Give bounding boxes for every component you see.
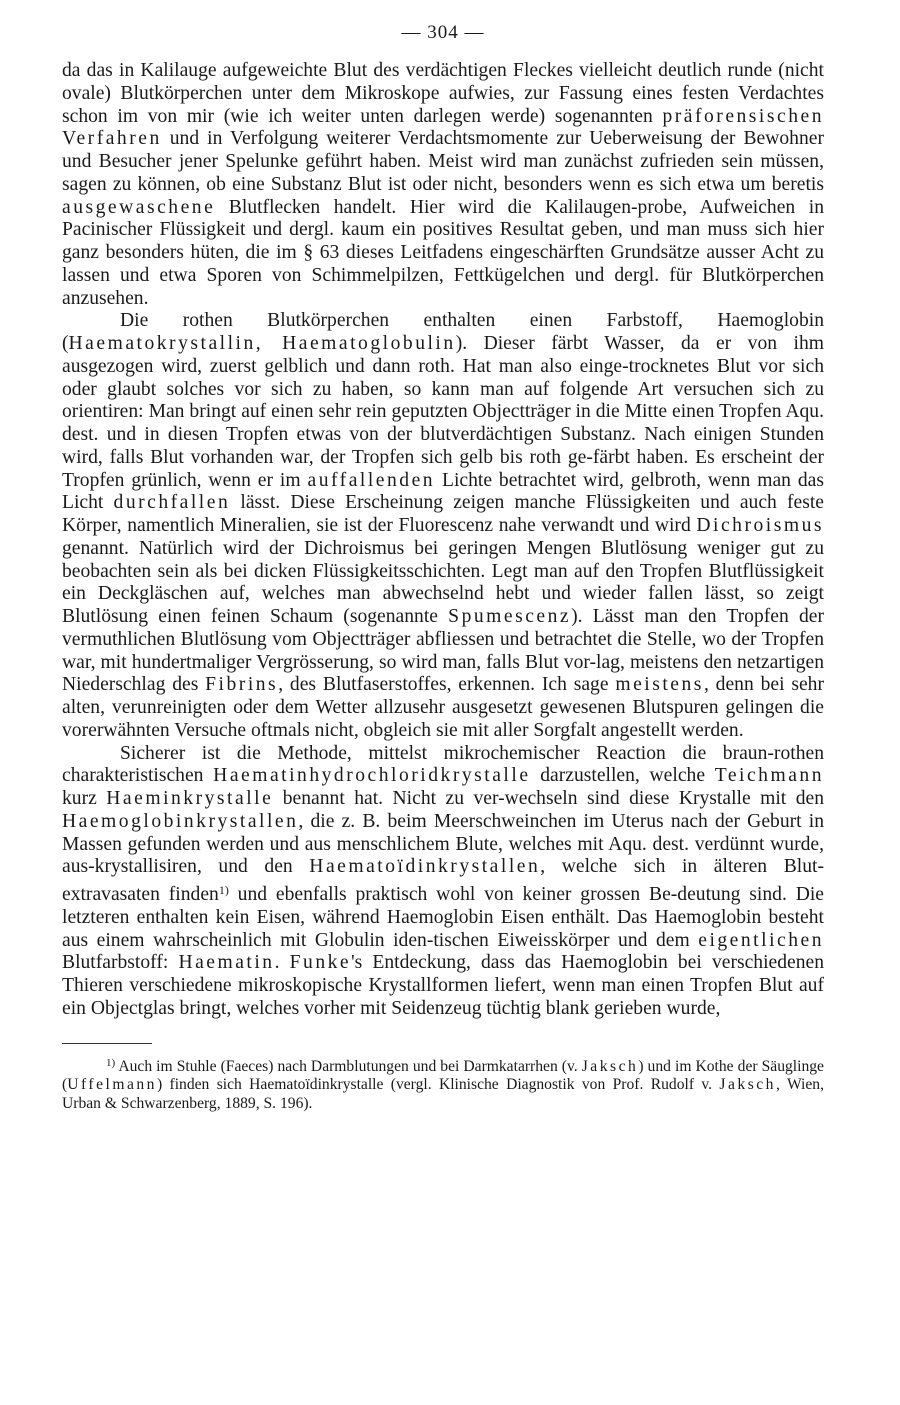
emphasized-text: Haematoïdinkrystallen — [309, 856, 541, 878]
emphasized-text: meistens — [615, 674, 704, 696]
text-run: Lichte betrachtet wird, gelbroth, wenn man das Licht — [62, 469, 825, 514]
emphasized-text: Haematinhydrochloridkrystalle — [213, 765, 531, 787]
text-run: . — [274, 952, 290, 974]
page-number: — 304 — — [401, 22, 485, 43]
text-run: benannt hat. Nicht zu ver-wechseln sind diese Krystalle mit den — [273, 788, 824, 809]
text-run: kurz — [62, 788, 107, 809]
book-page — [62, 22, 824, 1113]
text-run: genannt. Natürlich wird der Dichroismus bei geringen Mengen Blutlösung weniger gut zu beobachten sein als bei dicken Flüssigkeitsschichten. Legt man auf den Tropfen Blutflüssigkeit ein Deckgläschen auf, welches man abwechselnd hebt und wieder fallen lässt, so zeigt Blutlösung einen feinen Schaum (sogenannte — [62, 537, 824, 627]
footnote-marker: 1) — [106, 1056, 116, 1069]
emphasized-text: Haematin — [178, 952, 275, 974]
emphasized-text: durchfallen — [113, 492, 231, 514]
footnote-reference: 1) — [218, 883, 229, 897]
text-run: und ebenfalls praktisch wohl von keiner grossen Be-deutung sind. Die letzteren enthalten kein Eisen, während Haemoglobin Eisen enthält. Das Haemoglobin besteht aus einem wahrscheinlich mit Globulin iden-tischen Eiweisskörper und dem — [62, 884, 824, 951]
paragraph — [62, 310, 824, 742]
emphasized-text: Haematokrystallin, Haematoglobulin — [68, 333, 456, 354]
text-run: Sicherer ist die Methode, mittelst mikrochemischer Reaction die braun-rothen charakteristischen — [62, 742, 824, 787]
emphasized-text: Spumescenz — [448, 606, 572, 627]
text-run: ) und im Kothe der Säuglinge ( — [62, 1057, 824, 1093]
text-run: Blutfarbstoff: — [62, 952, 179, 974]
text-run: darzustellen, welche — [530, 765, 715, 787]
emphasized-text: Haemoglobinkrystallen — [62, 810, 299, 832]
emphasized-text: auffallenden — [307, 469, 436, 491]
text-run: Auch im Stuhle (Faeces) nach Darmblutungen und bei Darmkatarrhen (v. — [115, 1057, 582, 1075]
emphasized-text: Jaksch — [719, 1076, 776, 1093]
footnote — [62, 1054, 824, 1114]
emphasized-text: Teichmann — [714, 765, 825, 787]
body-text — [62, 60, 824, 1021]
text-run: , Wien, Urban & Schwarzenberg, 1889, S. 196). — [62, 1076, 824, 1112]
footnote-divider — [62, 1043, 152, 1044]
text-run: ). Lässt man den Tropfen der vermuthlichen Blutlösung vom Objectträger abfliessen und betrachtet die Stelle, wo der Tropfen war, mit hundertmaliger Vergrösserung, so wird man, falls Blut vor-lag, meistens den netzartigen Niederschlag des — [62, 606, 824, 696]
text-run: und in Verfolgung weiterer Verdachtsmomente zur Ueberweisung der Bewohner und Besucher jener Spelunke geführt haben. Meist wird man zunächst zufrieden sein müssen, sagen zu können, ob eine Substanz Blut ist oder nicht, besonders wenn es sich etwa um beretis — [62, 128, 824, 195]
footnote-text — [62, 1058, 824, 1112]
text-run: da das in Kalilauge aufgeweichte Blut des verdächtigen Fleckes vielleicht deutlich runde (nicht ovale) Blutkörperchen unter dem Mikroskope aufwies, zur Fassung eines festen Verdachtes schon im von mir (wie ich weiter unten darlegen werde) sogenannten — [62, 60, 824, 127]
emphasized-text: Jaksch — [581, 1057, 639, 1075]
text-run: , welche sich in älteren Blut-extravasaten finden — [62, 856, 824, 905]
paragraph — [62, 743, 824, 1021]
text-run: , denn bei sehr alten, verunreinigten oder dem Wetter allzusehr ausgesetzt gewesenen Blutspuren gelingen die vorerwähnten Versuche oftmals nicht, obgleich sie mit aller Sorgfalt angestellt werden. — [62, 674, 825, 741]
text-run: 's Entdeckung, dass das Haemoglobin bei verschiedenen Thieren verschiedene mikroskopische Krystallformen liefert, wenn man einen Tropfen Blut auf ein Objectglas bringt, welches vorher mit Seidenzeug tüchtig blank gerieben wurde, — [62, 952, 825, 1019]
text-run: ) finden sich Haematoïdinkrystalle (vergl. Klinische Diagnostik von Prof. Rudolf v. — [156, 1076, 720, 1093]
emphasized-text: Uffelmann — [67, 1076, 157, 1093]
text-run: ). Dieser färbt Wasser, da er von ihm ausgezogen wird, zuerst gelblich und dann roth. Hat man also einge-trocknetes Blut vor sich oder glaubt solches vor sich zu haben, so kann man auf folgende Art versuchen sich zu orientiren: Man bringt auf einen sehr rein geputzten Objectträger in die Mitte einen Tropfen Aqu. dest. und in diesen Tropfen etwas von der blutverdächtigen Substanz. Nach einigen Stunden wird, falls Blut vorhanden war, der Tropfen sich gelb bis roth ge-färbt haben. Es erscheint der Tropfen grünlich, wenn er im — [62, 333, 824, 491]
emphasized-text: ausgewaschene — [62, 196, 216, 218]
text-run: Die rothen Blutkörperchen enthalten einen Farbstoff, Haemoglobin ( — [62, 310, 824, 354]
emphasized-text: Fibrins — [205, 674, 279, 696]
emphasized-text: eigentlichen — [698, 929, 824, 951]
emphasized-text: Haeminkrystalle — [106, 788, 274, 809]
text-run: , des Blutfaserstoffes, erkennen. Ich sage — [278, 674, 616, 696]
text-run: , die z. B. beim Meerschweinchen im Uterus nach der Geburt in Massen gefunden werden und aus menschlichem Blute, welches mit Aqu. dest. verdünnt wurde, aus-krystallisiren, und den — [62, 810, 824, 878]
text-run: lässt. Diese Erscheinung zeigen manche Flüssigkeiten und auch feste Körper, namentlich Mineralien, sie ist der Fluorescenz nahe verwandt und wird — [62, 492, 825, 536]
text-run: Blutflecken handelt. Hier wird die Kalilaugen-probe, Aufweichen in Pacinischer Flüssigkeit und dergl. kaum ein positives Resultat geben, und man muss sich hier ganz besonders hüten, die im § 63 dieses Leitfadens eingeschärften Grundsätze ausser Acht zu lassen und etwa Sporen von Schimmelpilzen, Fettkügelchen und dergl. für Blutkörperchen anzusehen. — [62, 196, 824, 309]
emphasized-text: präforensischen Verfahren — [62, 105, 824, 150]
emphasized-text: Funke — [289, 952, 352, 974]
emphasized-text: Dichroismus — [696, 515, 824, 536]
paragraph — [62, 60, 824, 310]
